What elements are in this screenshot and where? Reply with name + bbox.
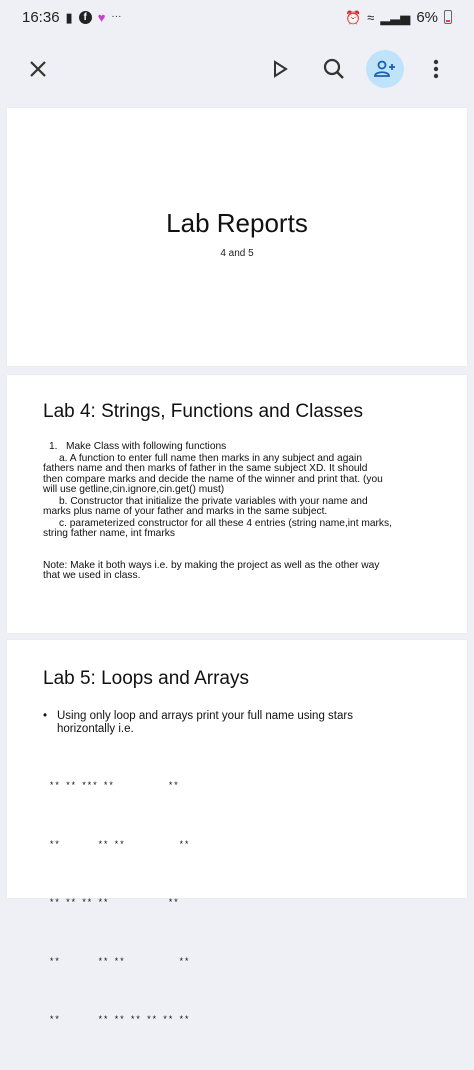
star-row: ** ** ** ** (49, 956, 190, 967)
note-line: Note: Make it both ways i.e. by making the project as well as the other way (43, 559, 380, 571)
signal-icon: ▂▃▅ (380, 9, 411, 25)
close-icon (29, 60, 47, 78)
slide-heading: Lab 5: Loops and Arrays (43, 668, 249, 689)
clock: 16:36 (22, 8, 60, 26)
play-icon (272, 60, 288, 78)
star-pattern (49, 738, 189, 1070)
slide-body (43, 710, 431, 736)
bullet-item (43, 710, 431, 736)
star-row: ** ** ** ** (49, 839, 190, 850)
notification-icon: ▮ (65, 9, 73, 25)
status-left (22, 9, 121, 26)
bullet-text: Using only loop and arrays print your full name using stars (57, 710, 353, 722)
sub-item-c-line: string father name, int fmarks (43, 528, 175, 539)
close-button[interactable] (16, 47, 60, 91)
alarm-icon: ⏰ (344, 9, 362, 25)
star-row: ** ** ** ** ** (49, 898, 179, 908)
more-notifications-icon: ··· (111, 11, 122, 22)
sub-item-a-line: fathers name and then marks of father in the same subject XD. It should (43, 463, 368, 474)
slide-2[interactable] (7, 375, 467, 633)
bullet-text: horizontally i.e. (57, 723, 134, 735)
sub-item-c-line: c. parameterized constructor for all these 4 entries (string name,int marks, (59, 517, 392, 529)
star-row: ** ** ** ** ** ** ** (49, 1015, 190, 1025)
slide-1[interactable] (7, 108, 467, 366)
star-row: ** ** *** ** ** (49, 781, 179, 791)
slide-3[interactable] (7, 640, 467, 1025)
wifi-icon: ≈ (367, 9, 375, 25)
sub-item-a-line: will use getline,cin.ignore,cin.get() must) (43, 484, 225, 495)
bullet-icon: • (43, 710, 48, 722)
heart-icon: ♥ (97, 9, 106, 25)
battery-icon (444, 10, 452, 24)
list-item (43, 442, 431, 453)
toolbar (0, 34, 474, 104)
sub-item-b-line: marks plus name of your father and marks in the same subject. (43, 506, 328, 517)
sub-item-b-line: b. Constructor that initialize the private variables with your name and (59, 495, 368, 507)
facebook-icon: f (79, 11, 92, 24)
slide-subtitle: 4 and 5 (220, 248, 254, 259)
sub-item-a-line: a. A function to enter full name then marks in any subject and again (59, 452, 362, 464)
more-options-button[interactable] (414, 47, 458, 91)
present-button[interactable] (258, 47, 302, 91)
add-person-icon (374, 60, 396, 78)
slide-title: Lab Reports (166, 208, 308, 238)
list-text: Make Class with following functions (66, 441, 227, 452)
share-button[interactable] (366, 50, 404, 88)
slide-body (43, 442, 431, 582)
note-line: that we used in class. (43, 570, 141, 581)
list-number: 1. (49, 441, 58, 452)
more-vert-icon (433, 59, 439, 79)
sub-item-a-line: then compare marks and decide the name of the winner and print that. (you (43, 473, 383, 485)
status-bar (0, 0, 474, 34)
battery-percent: 6% (416, 8, 438, 26)
search-icon (323, 58, 345, 80)
search-button[interactable] (312, 47, 356, 91)
slide-heading: Lab 4: Strings, Functions and Classes (43, 401, 364, 422)
status-right (345, 9, 452, 26)
